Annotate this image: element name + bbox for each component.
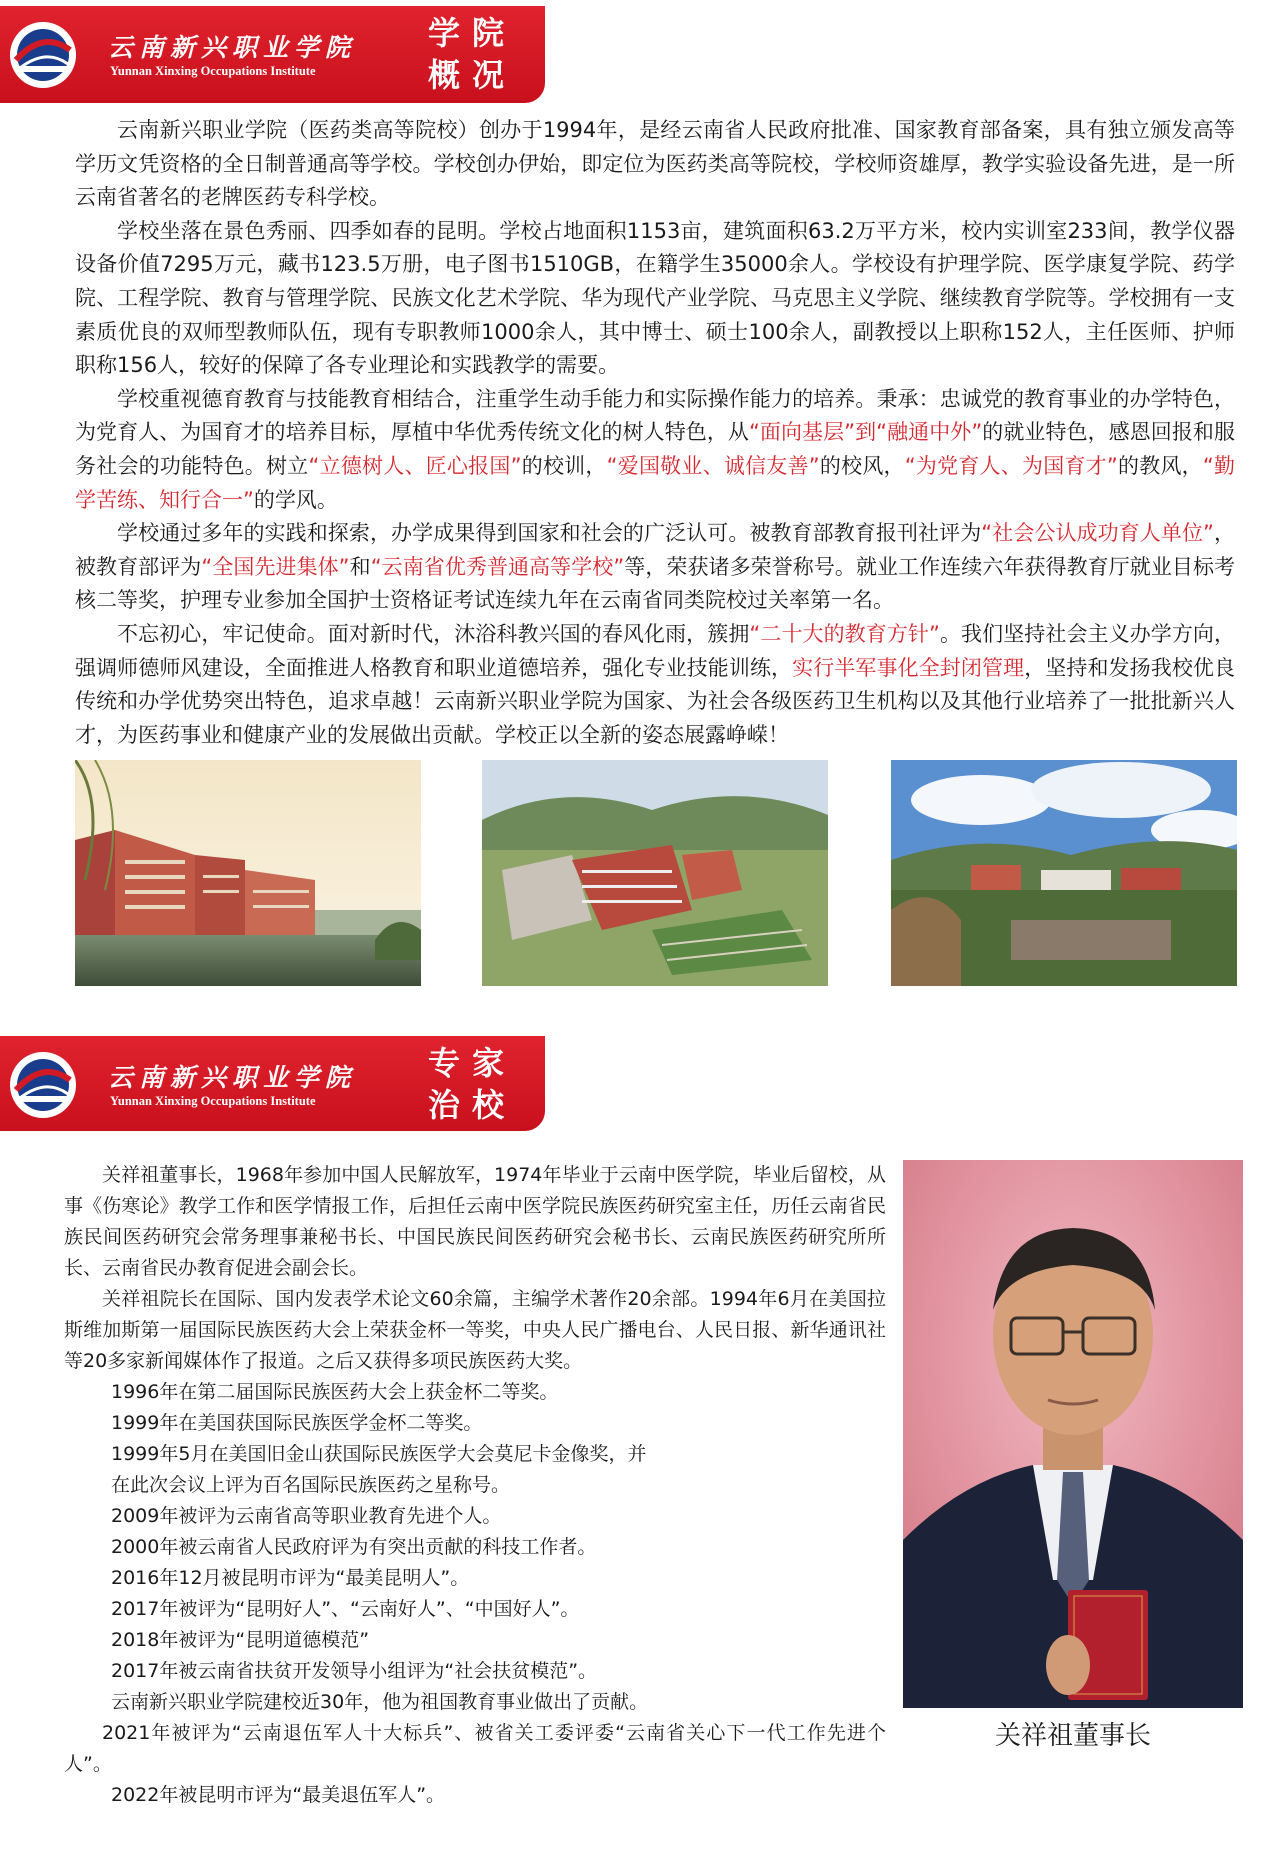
highlight-text: “勤学苦练、知行合一” <box>75 453 1236 512</box>
award-item: 1999年5月在美国旧金山获国际民族医学大会莫尼卡金像奖，并 <box>111 1443 647 1465</box>
text-run: ，坚持和发扬我校优良传统和办学优势突出特色，追求卓越！云南新兴职业学院为国家、为社会各级医药卫生机构以及其他行业培养了一批批新兴人才，为医药事业和健康产业的发展做出贡献。学校正以全新的姿态展露峥嵘！ <box>75 655 1236 747</box>
banner-title-line2: 治校 <box>428 1086 517 1124</box>
text-run: 的教风， <box>1117 453 1203 478</box>
text-run: 不忘初心，牢记使命。面对新时代，沐浴科教兴国的春风化雨，簇拥 <box>117 621 750 646</box>
award-item: 2017年被云南省扶贫开发领导小组评为“社会扶贫模范”。 <box>111 1660 598 1682</box>
bio-paragraph: 关祥祖院长在国际、国内发表学术论文60余篇，主编学术著作20余部。1994年6月在美国拉斯维加斯第一届国际民族医药大会上荣获金杯一等奖，中央人民广播电台、人民日报、新华通讯社等20多家新闻媒体作了报道。之后又获得多项民族医药大奖。 <box>64 1288 886 1372</box>
bio-paragraph: 关祥祖董事长，1968年参加中国人民解放军，1974年毕业于云南中医学院，毕业后留校，从事《伤寒论》教学工作和医学情报工作，后担任云南中医学院民族医药研究室主任，历任云南省民族民间医药研究会常务理事兼秘书长、中国民族民间医药研究会秘书长、云南民族医药研究所所长、云南省民办教育促进会副会长。 <box>64 1164 886 1279</box>
award-item: 1999年在美国获国际民族医学金杯二等奖。 <box>111 1412 483 1434</box>
campus-photo-buildings <box>75 760 421 986</box>
school-logo-icon <box>8 1050 78 1120</box>
section-banner-experts <box>0 1036 545 1131</box>
highlight-text: 实行半军事化全封闭管理 <box>792 655 1025 680</box>
highlight-text: “全国先进集体” <box>201 554 350 579</box>
overview-paragraph <box>75 517 1235 618</box>
text-run: 学校重视德育教育与技能教育相结合，注重学生动手能力和实际操作能力的培养。秉承：忠诚党的教育事业的办学特色，为党育人、为国育才的培养目标，厚植中华优秀传统文化的树人特色，从 <box>75 386 1235 445</box>
overview-paragraph: 学校坐落在景色秀丽、四季如春的昆明。学校占地面积1153亩，建筑面积63.2万平方米，校内实训室233间，教学仪器设备价值7295万元，藏书123.5万册，电子图书1510GB，在籍学生35000余人。学校设有护理学院、医学康复学院、药学院、工程学院、教育与管理学院、民族文化艺术学院、华为现代产业学院、马克思主义学院、继续教育学院等。学校拥有一支素质优良的双师型教师队伍，现有专职教师1000余人，其中博士、硕士100余人，副教授以上职称152人，主任医师、护师职称156人，较好的保障了各专业理论和实践教学的需要。 <box>75 218 1235 378</box>
section-banner-overview <box>0 6 545 103</box>
award-item: 在此次会议上评为百名国际民族医药之星称号。 <box>111 1474 511 1496</box>
school-logo-icon <box>8 20 78 90</box>
banner-title-line1: 学院 <box>428 14 517 52</box>
overview-paragraph: 云南新兴职业学院（医药类高等院校）创办于1994年，是经云南省人民政府批准、国家教育部备案，具有独立颁发高等学历文凭资格的全日制普通高等学校。学校创办伊始，即定位为医药类高等院校，学校师资雄厚，教学实验设备先进，是一所云南省著名的老牌医药专科学校。 <box>75 118 1235 210</box>
overview-text <box>75 114 1235 752</box>
text-run: 的校训， <box>521 453 607 478</box>
highlight-text: “立德树人、匠心报国” <box>308 453 522 478</box>
highlight-text: “社会公认成功育人单位” <box>981 521 1214 546</box>
highlight-text: “云南省优秀普通高等学校” <box>370 554 625 579</box>
overview-paragraph <box>75 383 1235 517</box>
award-item: 2017年被评为“昆明好人”、“云南好人”、“中国好人”。 <box>111 1598 580 1620</box>
text-run: 的学风。 <box>253 487 338 512</box>
award-item: 2000年被云南省人民政府评为有突出贡献的科技工作者。 <box>111 1536 597 1558</box>
banner-school-name: 云南新兴职业学院 <box>108 1063 357 1092</box>
chairman-portrait <box>903 1160 1243 1708</box>
bio-paragraph: 2021年被评为“云南退伍军人十大标兵”、被省关工委评委“云南省关心下一代工作先进个人”。 <box>64 1722 886 1775</box>
award-item: 2009年被评为云南省高等职业教育先进个人。 <box>111 1505 502 1527</box>
award-item: 2022年被昆明市评为“最美退伍军人”。 <box>111 1784 446 1806</box>
banner-title-line2: 概况 <box>428 56 517 94</box>
banner-section-title <box>428 12 518 96</box>
overview-paragraph <box>75 618 1235 752</box>
highlight-text: “爱国敬业、诚信友善” <box>606 453 820 478</box>
banner-school-name: 云南新兴职业学院 <box>108 33 357 62</box>
text-run: 的就业特色，感恩回报和服务社会的功能特色。树立 <box>75 420 1235 478</box>
highlight-text: “面向基层”到“融通中外” <box>748 420 983 445</box>
award-item: 2018年被评为“昆明道德模范” <box>111 1629 370 1651</box>
text-run: 学校通过多年的实践和探索，办学成果得到国家和社会的广泛认可。被教育部教育报刊社评为 <box>117 521 982 546</box>
text-run: 等，荣获诸多荣誉称号。就业工作连续六年获得教育厅就业目标考核二等奖，护理专业参加全国护士资格证考试连续九年在云南省同类院校过关率第一名。 <box>75 554 1236 613</box>
highlight-text: “二十大的教育方针” <box>749 621 940 646</box>
banner-title-line1: 专家 <box>428 1044 517 1082</box>
portrait-caption: 关祥祖董事长 <box>994 1721 1151 1751</box>
highlight-text: “为党育人、为国育才” <box>904 453 1118 478</box>
banner-school-name-en: Yunnan Xinxing Occupations Institute <box>110 1094 316 1108</box>
text-run: 的校风， <box>819 453 905 478</box>
award-item: 云南新兴职业学院建校近30年，他为祖国教育事业做出了贡献。 <box>111 1691 649 1713</box>
campus-photo-landscape <box>891 760 1237 986</box>
award-item: 1996年在第二届国际民族医药大会上获金杯二等奖。 <box>111 1381 559 1403</box>
text-run: 和 <box>349 554 371 579</box>
campus-photo-aerial <box>482 760 828 986</box>
chairman-bio <box>64 1160 886 1811</box>
text-run: 。我们坚持社会主义办学方向，强调师德师风建设，全面推进人格教育和职业道德培养，强化专业技能训练， <box>75 621 1236 680</box>
banner-section-title <box>428 1042 518 1126</box>
award-item: 2016年12月被昆明市评为“最美昆明人”。 <box>111 1567 470 1589</box>
text-run: ，被教育部评为 <box>75 521 1236 579</box>
banner-school-name-en: Yunnan Xinxing Occupations Institute <box>110 64 316 78</box>
